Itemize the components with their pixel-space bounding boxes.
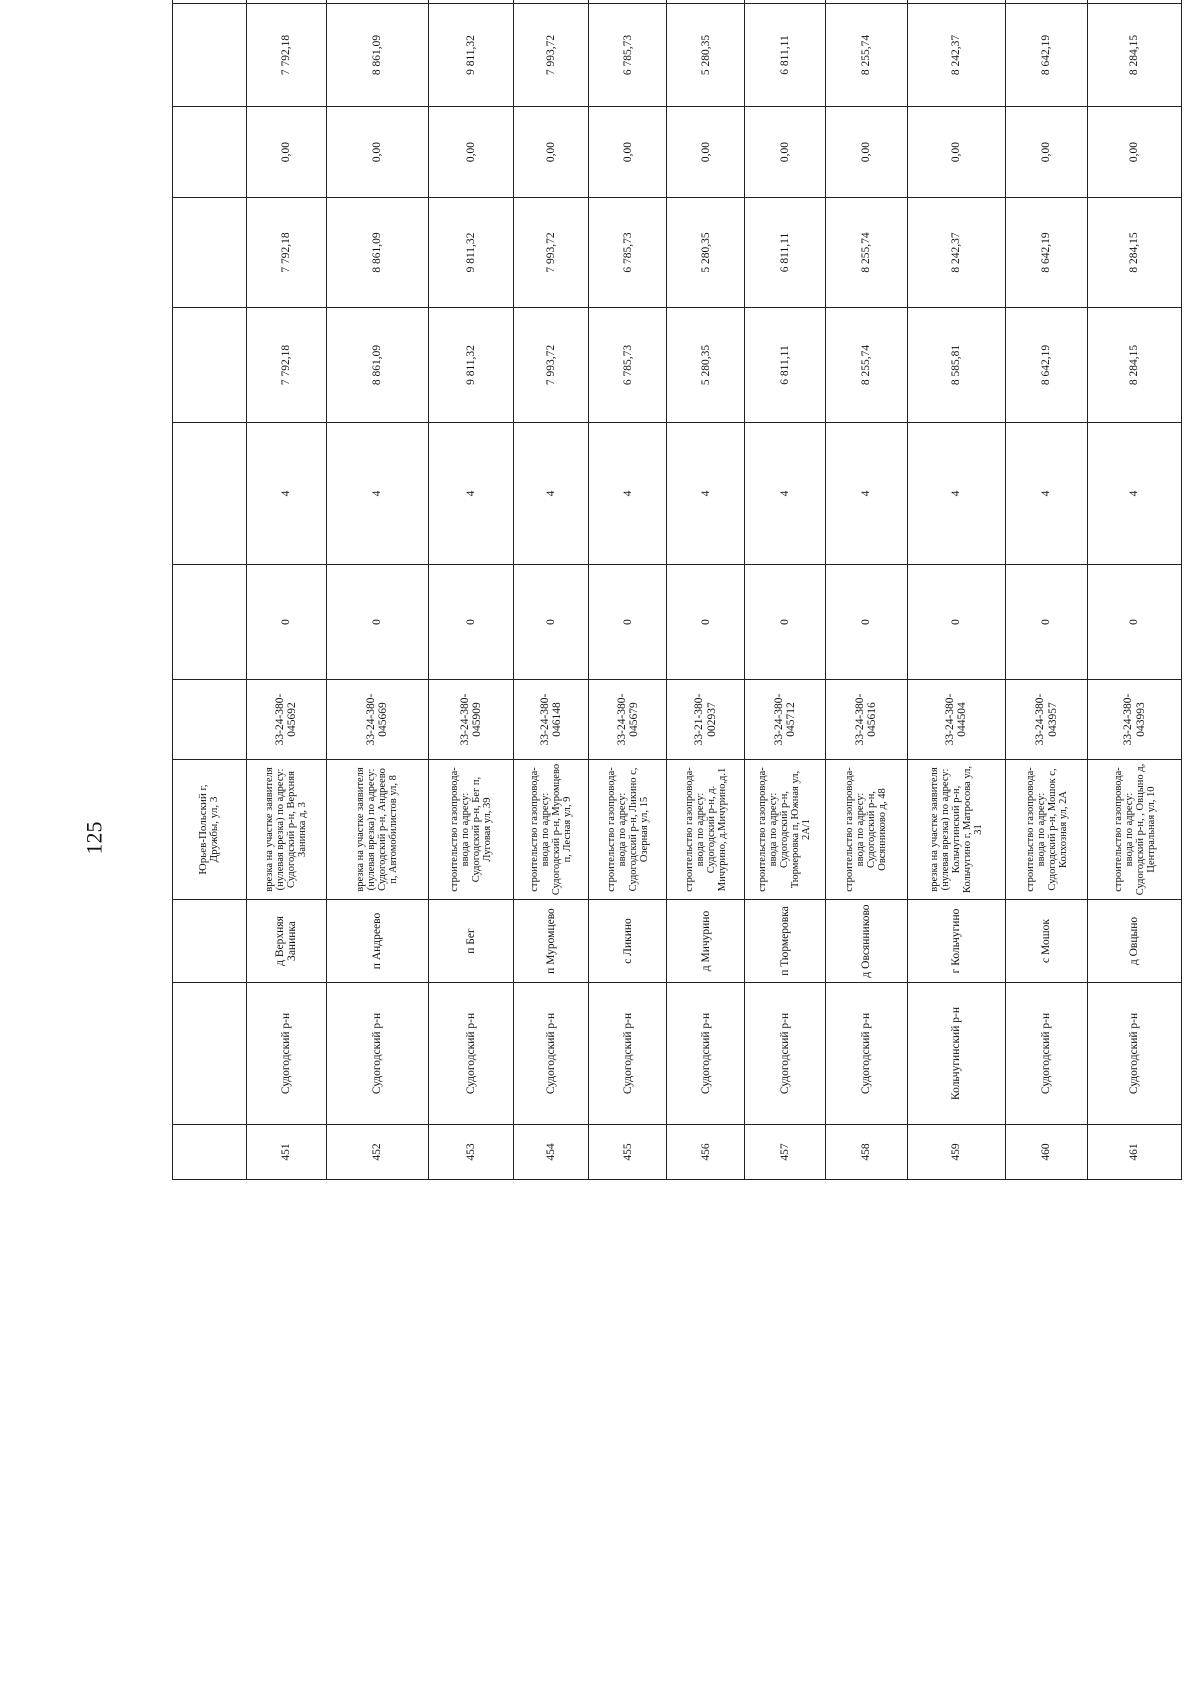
cell-c11: [173, 4, 247, 107]
cell-c7: 4: [513, 423, 589, 565]
cell-district: Судогодский р-н: [825, 983, 907, 1125]
cell-c10: 0,00: [825, 107, 907, 198]
cell-c11: 9 811,32: [429, 4, 514, 107]
cell-c11: 8 255,74: [825, 4, 907, 107]
cell-district: Судогодский р-н: [745, 983, 825, 1125]
cell-c11: 8 284,15: [1088, 4, 1182, 107]
cell-c8: 7 792,18: [246, 308, 326, 423]
table-row: [1088, 0, 1182, 1180]
cell-locality: с Ликино: [589, 900, 667, 983]
cell-c12: [1088, 0, 1182, 4]
cell-locality: п Тюрмеровка: [745, 900, 825, 983]
cell-c10: 0,00: [745, 107, 825, 198]
cell-c12: [825, 0, 907, 4]
cell-c10: 0,00: [907, 107, 1005, 198]
cell-cadastral: 33-24-380-043957: [1005, 680, 1087, 760]
cell-description: врезка на участке заявителя (нулевая врезка) по адресу: Кольчугинский р-н, Кольчугино г, Матросова ул, 31: [907, 760, 1005, 900]
cell-c10: 0,00: [429, 107, 514, 198]
cell-cadastral: 33-21-380-002937: [667, 680, 745, 760]
cell-c10: 0,00: [1088, 107, 1182, 198]
cell-district: Судогодский р-н: [326, 983, 428, 1125]
cell-c10: 0,00: [589, 107, 667, 198]
cell-num: 453: [429, 1125, 514, 1180]
table-row: [246, 0, 326, 1180]
cell-c9: 8 642,19: [1005, 198, 1087, 308]
cell-num: 454: [513, 1125, 589, 1180]
cell-description: строительство газопровода-ввода по адресу: Судогодский р-н, Ликино с, Озерная ул, 15: [589, 760, 667, 900]
cell-description: врезка на участке заявителя (нулевая врезка) по адресу: Судогодский р-н, Андреево п, Автомобилистов ул, 8: [326, 760, 428, 900]
cell-cadastral: 33-24-380-045679: [589, 680, 667, 760]
cell-c8: 8 642,19: [1005, 308, 1087, 423]
cell-c11: 6 785,73: [589, 4, 667, 107]
cell-c6: 0: [589, 565, 667, 680]
cell-district: [173, 983, 247, 1125]
cell-c8: 6 811,11: [745, 308, 825, 423]
cell-c8: 8 585,81: [907, 308, 1005, 423]
cell-c9: 6 811,11: [745, 198, 825, 308]
cell-c7: 4: [326, 423, 428, 565]
cell-c6: 0: [745, 565, 825, 680]
cell-cadastral: 33-24-380-045669: [326, 680, 428, 760]
cell-num: 452: [326, 1125, 428, 1180]
cell-c8: 9 811,32: [429, 308, 514, 423]
cell-num: 460: [1005, 1125, 1087, 1180]
cell-cadastral: 33-24-380-046148: [513, 680, 589, 760]
cell-c8: 6 785,73: [589, 308, 667, 423]
cell-c12: [326, 0, 428, 4]
data-table: [172, 0, 1182, 1180]
cell-c6: 0: [1005, 565, 1087, 680]
page-number: [68, 808, 120, 868]
cell-num: [173, 1125, 247, 1180]
cell-cadastral: [173, 680, 247, 760]
table-row: [907, 0, 1005, 1180]
cell-description: строительство газопровода-ввода по адресу: Судогодский р-н, Мошок с, Колхозная ул, 2А: [1005, 760, 1087, 900]
cell-num: 456: [667, 1125, 745, 1180]
cell-c12: [745, 0, 825, 4]
cell-description: строительство газопровода-ввода по адресу: Судогодский р-н, Овсянниково д, 48: [825, 760, 907, 900]
cell-c7: 4: [1088, 423, 1182, 565]
cell-num: 461: [1088, 1125, 1182, 1180]
cell-c9: 6 785,73: [589, 198, 667, 308]
cell-c7: 4: [745, 423, 825, 565]
cell-locality: п Андреево: [326, 900, 428, 983]
rotated-table-container: [172, 34, 1182, 1180]
cell-num: 457: [745, 1125, 825, 1180]
cell-c6: 0: [825, 565, 907, 680]
cell-c6: 0: [907, 565, 1005, 680]
cell-c10: 0,00: [667, 107, 745, 198]
table-row: [326, 0, 428, 1180]
table-row: [1005, 0, 1087, 1180]
cell-cadastral: 33-24-380-045692: [246, 680, 326, 760]
cell-locality: д Мичурино: [667, 900, 745, 983]
cell-c10: 0,00: [513, 107, 589, 198]
cell-c10: [173, 107, 247, 198]
cell-c6: 0: [513, 565, 589, 680]
cell-cadastral: 33-24-380-045909: [429, 680, 514, 760]
cell-locality: д Овсянниково: [825, 900, 907, 983]
cell-c12: [429, 0, 514, 4]
cell-locality: п Бег: [429, 900, 514, 983]
cell-c9: 8 861,09: [326, 198, 428, 308]
cell-description: строительство газопровода-ввода по адресу: Судогодский р-н, Муромцево п, Лесная ул, 9: [513, 760, 589, 900]
table-row: [513, 0, 589, 1180]
cell-c6: 0: [326, 565, 428, 680]
cell-district: Судогодский р-н: [513, 983, 589, 1125]
cell-c8: 7 993,72: [513, 308, 589, 423]
cell-locality: г Кольчугино: [907, 900, 1005, 983]
cell-c9: 8 284,15: [1088, 198, 1182, 308]
cell-c10: 0,00: [326, 107, 428, 198]
cell-c8: 8 255,74: [825, 308, 907, 423]
cell-c10: 0,00: [1005, 107, 1087, 198]
cell-cadastral: 33-24-380-043993: [1088, 680, 1182, 760]
cell-locality: п Муромцево: [513, 900, 589, 983]
cell-district: Судогодский р-н: [429, 983, 514, 1125]
cell-c12: [589, 0, 667, 4]
table-row: [429, 0, 514, 1180]
cell-locality: д Овцыно: [1088, 900, 1182, 983]
cell-c9: [173, 198, 247, 308]
cell-c9: 5 280,35: [667, 198, 745, 308]
cell-c12: [667, 0, 745, 4]
cell-c6: 0: [429, 565, 514, 680]
cell-c8: 5 280,35: [667, 308, 745, 423]
cell-c7: 4: [825, 423, 907, 565]
cell-description: строительство газопровода-ввода по адресу: Судогодский р-н, , Овцыно д, Центральная ул, 10: [1088, 760, 1182, 900]
cell-c8: [173, 308, 247, 423]
cell-locality: [173, 900, 247, 983]
cell-c11: 7 792,18: [246, 4, 326, 107]
cell-c6: 0: [1088, 565, 1182, 680]
cell-district: Судогодский р-н: [1005, 983, 1087, 1125]
cell-c11: 8 642,19: [1005, 4, 1087, 107]
cell-c12: [1005, 0, 1087, 4]
cell-c8: 8 284,15: [1088, 308, 1182, 423]
cell-cadastral: 33-24-380-045712: [745, 680, 825, 760]
cell-c7: [173, 423, 247, 565]
cell-district: Судогодский р-н: [246, 983, 326, 1125]
cell-locality: д Верхняя Занинка: [246, 900, 326, 983]
cell-c12: [173, 0, 247, 4]
table-row: [667, 0, 745, 1180]
cell-c11: 6 811,11: [745, 4, 825, 107]
table-header-row: [173, 0, 247, 1180]
cell-c11: 5 280,35: [667, 4, 745, 107]
cell-num: 455: [589, 1125, 667, 1180]
table-row: [589, 0, 667, 1180]
cell-c9: 8 242,37: [907, 198, 1005, 308]
cell-c7: 4: [589, 423, 667, 565]
cell-c9: 9 811,32: [429, 198, 514, 308]
cell-c8: 8 861,09: [326, 308, 428, 423]
cell-c7: 4: [907, 423, 1005, 565]
cell-c9: 7 792,18: [246, 198, 326, 308]
cell-c12: [513, 0, 589, 4]
cell-c10: 0,00: [246, 107, 326, 198]
cell-description: строительство газопровода-ввода по адресу: Судогодский р-н, Бег п, Луговая ул, 39: [429, 760, 514, 900]
cell-c9: 7 993,72: [513, 198, 589, 308]
cell-c7: 4: [246, 423, 326, 565]
cell-c7: 4: [667, 423, 745, 565]
cell-c12: [246, 0, 326, 4]
cell-num: 458: [825, 1125, 907, 1180]
cell-c12: [907, 0, 1005, 4]
cell-locality: с Мошок: [1005, 900, 1087, 983]
cell-description: Юрьев-Польский г, Дружбы, ул, 3: [173, 760, 247, 900]
cell-c11: 7 993,72: [513, 4, 589, 107]
cell-c11: 8 242,37: [907, 4, 1005, 107]
cell-c11: 8 861,09: [326, 4, 428, 107]
cell-description: строительство газопровода-ввода по адресу: Судогодский р-н, Тюрмеровка п, Южная ул, 2А/1: [745, 760, 825, 900]
page-number-text: 125: [81, 821, 106, 855]
cell-cadastral: 33-24-380-045616: [825, 680, 907, 760]
cell-district: Кольчугинский р-н: [907, 983, 1005, 1125]
table-row: [825, 0, 907, 1180]
table-row: [745, 0, 825, 1180]
cell-num: 459: [907, 1125, 1005, 1180]
cell-c6: 0: [667, 565, 745, 680]
cell-c6: 0: [246, 565, 326, 680]
cell-c7: 4: [429, 423, 514, 565]
cell-c6: [173, 565, 247, 680]
cell-district: Судогодский р-н: [1088, 983, 1182, 1125]
cell-c9: 8 255,74: [825, 198, 907, 308]
cell-cadastral: 33-24-380-044504: [907, 680, 1005, 760]
cell-description: врезка на участке заявителя (нулевая врезка) по адресу: Судогодский р-н, Верхняя Занинка д, 3: [246, 760, 326, 900]
cell-c7: 4: [1005, 423, 1087, 565]
cell-num: 451: [246, 1125, 326, 1180]
cell-description: строительство газопровода-ввода по адресу: Судогодский р-н, д. Мичурино, д.Мичурино,д.1: [667, 760, 745, 900]
cell-district: Судогодский р-н: [589, 983, 667, 1125]
cell-district: Судогодский р-н: [667, 983, 745, 1125]
